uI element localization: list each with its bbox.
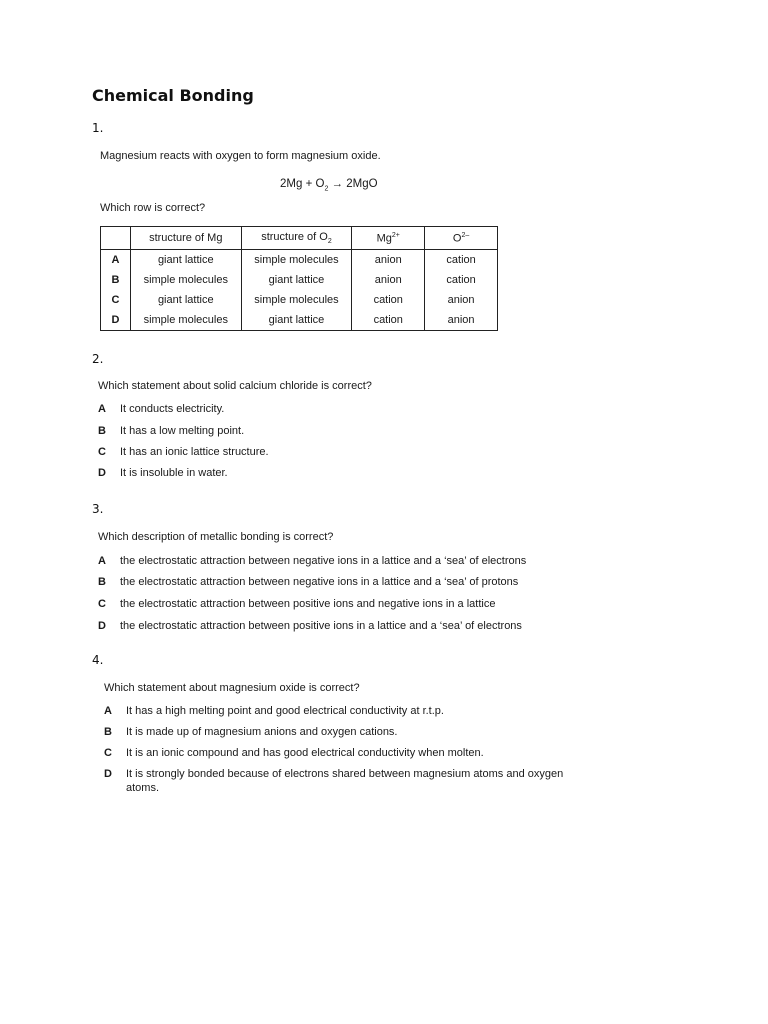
option-letter: C bbox=[104, 747, 112, 759]
question-2-number: 2. bbox=[92, 352, 104, 366]
table-cell: simple molecules bbox=[241, 250, 352, 271]
option-text: It has a high melting point and good electrical conductivity at r.t.p. bbox=[126, 705, 444, 717]
table-cell: anion bbox=[352, 270, 425, 290]
option-text: It has a low melting point. bbox=[120, 425, 245, 437]
question-2-prompt: Which statement about solid calcium chloride is correct? bbox=[98, 380, 372, 392]
option-letter: A bbox=[98, 555, 106, 567]
option-letter: A bbox=[98, 403, 106, 415]
table-header-cell: structure of $O_2$ bbox=[241, 227, 352, 250]
option-letter: B bbox=[98, 576, 106, 588]
table-cell: cation bbox=[352, 310, 425, 331]
option-letter: B bbox=[104, 726, 112, 738]
option-text: It is insoluble in water. bbox=[120, 467, 228, 479]
table-cell: giant lattice bbox=[241, 310, 352, 331]
table-cell: giant lattice bbox=[130, 250, 241, 271]
row-label: C bbox=[101, 290, 131, 310]
option-letter: B bbox=[98, 425, 106, 437]
table-header-cell: structure of Mg bbox=[130, 227, 241, 250]
table-cell: giant lattice bbox=[130, 290, 241, 310]
option-text: the electrostatic attraction between positive ions and negative ions in a lattice bbox=[120, 598, 496, 610]
question-3-number: 3. bbox=[92, 502, 104, 516]
question-4-number: 4. bbox=[92, 653, 104, 667]
row-label: B bbox=[101, 270, 131, 290]
table-header-cell: $Mg^{2+}$ bbox=[352, 227, 425, 250]
table-cell: cation bbox=[425, 270, 498, 290]
question-1-table bbox=[100, 226, 498, 331]
table-row bbox=[101, 290, 498, 310]
table-cell: anion bbox=[425, 290, 498, 310]
table-cell: anion bbox=[352, 250, 425, 271]
question-3-prompt: Which description of metallic bonding is correct? bbox=[98, 531, 334, 543]
option-text: It is made up of magnesium anions and oxygen cations. bbox=[126, 726, 398, 738]
option-text: It has an ionic lattice structure. bbox=[120, 446, 269, 458]
table-cell: anion bbox=[425, 310, 498, 331]
option-letter: D bbox=[98, 467, 106, 479]
table-cell: simple molecules bbox=[241, 290, 352, 310]
option-text: the electrostatic attraction between negative ions in a lattice and a ‘sea’ of electrons bbox=[120, 555, 527, 567]
equation-right: 2MgO bbox=[346, 178, 378, 190]
question-1-prompt: Which row is correct? bbox=[100, 202, 206, 214]
row-label: A bbox=[101, 250, 131, 271]
question-1-equation bbox=[280, 178, 378, 192]
page-title: Chemical Bonding bbox=[92, 86, 254, 105]
option-letter: C bbox=[98, 446, 106, 458]
equation-arrow: → bbox=[328, 178, 347, 190]
question-4-option-d-continuation: atoms. bbox=[126, 782, 160, 794]
table-cell: simple molecules bbox=[130, 270, 241, 290]
option-text: the electrostatic attraction between negative ions in a lattice and a ‘sea’ of protons bbox=[120, 576, 519, 588]
option-letter: A bbox=[104, 705, 112, 717]
question-1-number: 1. bbox=[92, 121, 104, 135]
equation-left: 2Mg + O bbox=[280, 178, 325, 190]
table-cell: giant lattice bbox=[241, 270, 352, 290]
option-text: It is an ionic compound and has good electrical conductivity when molten. bbox=[126, 747, 484, 759]
table-cell: cation bbox=[425, 250, 498, 271]
table-cell: cation bbox=[352, 290, 425, 310]
option-text: It conducts electricity. bbox=[120, 403, 225, 415]
table-header-cell: $O^{2-}$ bbox=[425, 227, 498, 250]
table-row bbox=[101, 250, 498, 271]
option-text: It is strongly bonded because of electrons shared between magnesium atoms and oxygen bbox=[126, 768, 564, 780]
question-4-prompt: Which statement about magnesium oxide is correct? bbox=[104, 682, 360, 694]
table-cell: simple molecules bbox=[130, 310, 241, 331]
option-letter: C bbox=[98, 598, 106, 610]
option-text: the electrostatic attraction between positive ions in a lattice and a ‘sea’ of electrons bbox=[120, 620, 522, 632]
option-letter: D bbox=[104, 768, 112, 780]
row-label: D bbox=[101, 310, 131, 331]
table-header-cell bbox=[101, 227, 131, 250]
table-row bbox=[101, 270, 498, 290]
table-header-row bbox=[101, 227, 498, 250]
option-letter: D bbox=[98, 620, 106, 632]
equation-left-subscript: 2 bbox=[324, 185, 329, 193]
table-row bbox=[101, 310, 498, 331]
question-1-intro: Magnesium reacts with oxygen to form magnesium oxide. bbox=[100, 150, 381, 162]
